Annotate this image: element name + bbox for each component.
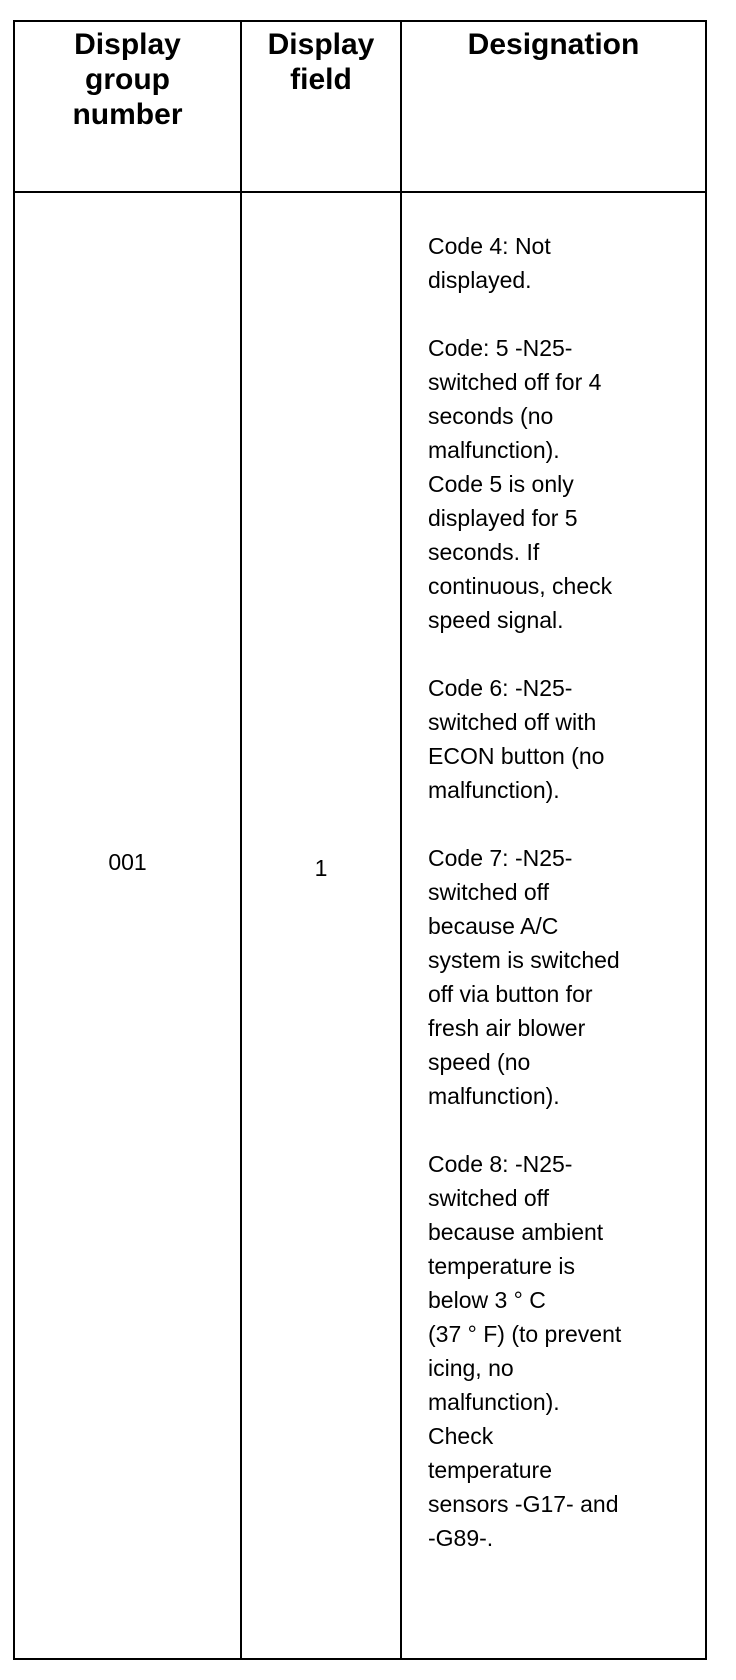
designation-code-7: Code 7: -N25- switched off because A/C system is switched off via button for fresh air blower speed (no malfunction).	[428, 845, 620, 1109]
cell-designation	[428, 229, 703, 1589]
cell-display-group-number: 001	[108, 849, 147, 875]
designation-code-4: Code 4: Not displayed.	[428, 233, 551, 293]
display-group-table	[13, 20, 707, 1660]
designation-code-6: Code 6: -N25- switched off with ECON button (no malfunction).	[428, 675, 605, 803]
header-designation: Designation	[467, 28, 640, 61]
header-display-group-number: Display group number	[72, 28, 183, 131]
header-divider	[15, 191, 705, 193]
designation-code-5: Code: 5 -N25- switched off for 4 seconds (no malfunction). Code 5 is only displayed for 5 seconds. If continuous, check speed signal.	[428, 335, 613, 633]
header-display-field: Display field	[267, 28, 375, 96]
column-divider	[240, 22, 242, 1658]
column-divider	[400, 22, 402, 1658]
designation-code-8: Code 8: -N25- switched off because ambient temperature is below 3 ° C (37 ° F) (to prevent icing, no malfunction). Check temperature sensors -G17- and -G89-.	[428, 1151, 622, 1551]
cell-display-field: 1	[314, 855, 328, 881]
